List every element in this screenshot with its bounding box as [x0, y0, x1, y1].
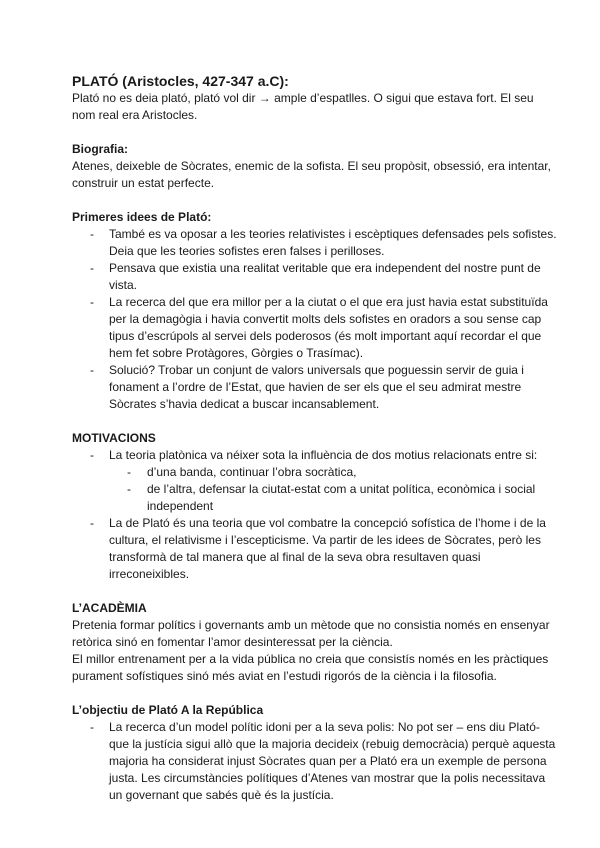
primeres-heading: Primeres idees de Plató: — [72, 210, 212, 224]
bullet-dash: - — [90, 295, 94, 309]
objectiu-list — [72, 719, 558, 804]
list-item: - Pensava que existia una realitat veritable que era independent del nostre punt de vista. — [90, 261, 541, 292]
list-item: - Solució? Trobar un conjunt de valors universals que poguessin servir de guia i fonament a l’ordre de l’Estat, que havien de ser els que el seu admirat mestre Sòcrates s’havia dedicat a buscar incansablement. — [90, 363, 524, 411]
bullet-dash: - — [90, 363, 94, 377]
academia-paragraph-1: Pretenia formar polítics i governants amb un mètode que no consistia només en ensenyar retòrica sinó en fomentar l’amor desinteressat per la ciència. — [72, 618, 550, 649]
primeres-list — [72, 226, 558, 413]
motivacions-list — [72, 447, 558, 583]
sub-list-item: - de l’altra, defensar la ciutat-estat com a unitat política, econòmica i social independent — [127, 482, 536, 513]
bullet-dash: - — [127, 465, 131, 479]
academia-paragraph-2: El millor entrenament per a la vida pública no creia que consistís només en les pràctiques purament sofístiques sinó més aviat en l’estudi rigorós de la ciència i la filosofia. — [72, 652, 549, 683]
list-item: - La de Plató és una teoria que vol combatre la concepció sofística de l’home i de la cultura, el relativisme i l’escepticisme. Va partir de les idees de Sòcrates, però les transformà de tal manera que al final de la seva obra resultaven quasi irreconeixibles. — [90, 516, 546, 581]
academia-heading: L’ACADÈMIA — [72, 601, 147, 615]
biografia-heading: Biografia: — [72, 142, 129, 156]
list-item: - La recerca d’un model polític idoni per a la seva polis: No pot ser – ens diu Plató- que la justícia sigui allò que la majoria decideix (rebuig democràcia) perquè aquesta majoria ha considerat injust Sòcrates quan per a Plató era un exemple de persona justa. Les circumstàncies polítiques d’Atenes van mostrar que la polis necessitava un governant que sabés què és la justícia. — [90, 720, 556, 802]
page-title: PLATÓ (Aristocles, 427-347 a.C): — [72, 73, 289, 89]
list-item: - La recerca del que era millor per a la ciutat o el que era just havia estat substituïda per la demagògia i havia convertit molts dels sofistes en oradors a sou sense cap tipus d’escrúpols al servei dels poderosos (és molt important aquí recordar el que hem fet sobre Protàgores, Gòrgies o Trasímac). — [90, 295, 548, 360]
document-body — [72, 72, 558, 804]
biografia-text: Atenes, deixeble de Sòcrates, enemic de la sofista. El seu propòsit, obsessió, era intentar, construir un estat perfecte. — [72, 159, 551, 190]
bullet-dash: - — [127, 482, 131, 496]
intro-paragraph: Plató no es deia plató, plató vol dir → ample d’espatlles. O sigui que estava fort. El seu nom real era Aristocles. — [72, 91, 534, 122]
list-item: - La teoria platònica va néixer sota la influència de dos motius relacionats entre si: — [90, 448, 538, 462]
bullet-dash: - — [90, 227, 94, 241]
bullet-dash: - — [90, 720, 94, 734]
list-item: - També es va oposar a les teories relativistes i escèptiques defensades pels sofistes. Deia que les teories sofistes eren falses i perilloses. — [90, 227, 557, 258]
objectiu-heading: L’objectiu de Plató A la República — [72, 703, 264, 717]
sub-list-item: - d’una banda, continuar l’obra socràtica, — [127, 465, 357, 479]
bullet-dash: - — [90, 261, 94, 275]
bullet-dash: - — [90, 516, 94, 530]
bullet-dash: - — [90, 448, 94, 462]
motivacions-heading: MOTIVACIONS — [72, 431, 156, 445]
